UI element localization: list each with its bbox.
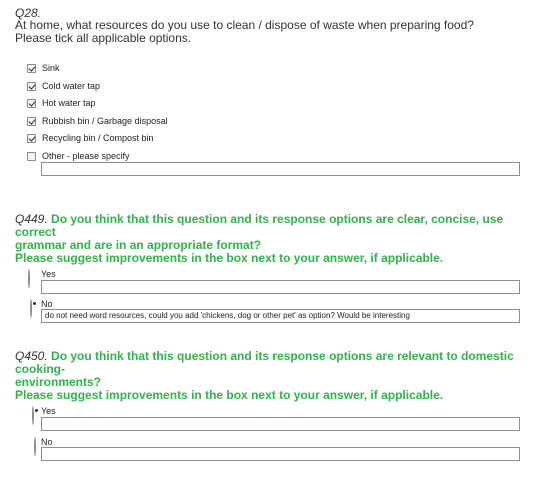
q449-number: Q449. (15, 212, 48, 226)
q450-yes-comment-input[interactable] (41, 417, 520, 431)
option-label: Other - please specify (42, 151, 130, 161)
q449-question (15, 213, 540, 265)
q450-number: Q450. (15, 349, 48, 363)
q449-text-line3: Please suggest improvements in the box next to your answer, if applicable. (15, 251, 444, 265)
q449-label-yes: Yes (41, 269, 56, 279)
checkbox-cold-water-tap[interactable] (27, 82, 36, 91)
q450-text-line1: Do you think that this question and its response options are relevant to domestic cooking- (15, 349, 514, 376)
q28-option-rubbish-bin[interactable] (27, 116, 168, 126)
q450-question (15, 350, 545, 402)
q450-label-no: No (41, 437, 53, 447)
q449-label-no: No (41, 299, 53, 309)
q28-text-line2: Please tick all applicable options. (15, 31, 192, 45)
option-label: Cold water tap (42, 81, 101, 91)
q450-label-yes: Yes (41, 406, 56, 416)
checkbox-recycling-bin[interactable] (27, 134, 36, 143)
q449-text-line1: Do you think that this question and its response options are clear, concise, use correct (15, 212, 504, 239)
option-label: Sink (42, 63, 60, 73)
q449-text-line2: grammar and are in an appropriate format? (15, 238, 262, 252)
q28-number: Q28. (15, 6, 42, 20)
q28-option-hot-water-tap[interactable] (27, 98, 96, 108)
q450-text-line3: Please suggest improvements in the box next to your answer, if applicable. (15, 388, 444, 402)
q449-radio-no[interactable] (30, 299, 32, 318)
checkbox-hot-water-tap[interactable] (27, 99, 36, 108)
q450-radio-no[interactable] (34, 437, 36, 456)
q449-radio-yes[interactable] (28, 269, 30, 288)
q449-yes-comment-input[interactable] (41, 280, 520, 294)
q450-no-comment-input[interactable] (41, 447, 520, 461)
checkbox-other[interactable] (27, 152, 36, 161)
q450-text-line2: environments? (15, 375, 102, 389)
q28-text-line1: At home, what resources do you use to clean / dispose of waste when preparing food? (15, 18, 474, 32)
option-label: Recycling bin / Compost bin (42, 133, 154, 143)
checkbox-sink[interactable] (27, 64, 36, 73)
q28-option-sink[interactable] (27, 63, 60, 73)
option-label: Hot water tap (42, 98, 96, 108)
q28-option-recycling-bin[interactable] (27, 133, 154, 143)
checkbox-rubbish-bin[interactable] (27, 117, 36, 126)
q28-other-specify-input[interactable] (41, 162, 520, 176)
q28-question-text (15, 19, 474, 45)
q450-radio-yes[interactable] (32, 406, 34, 425)
q449-no-comment-input[interactable]: do not need word resources, could you add 'chickens, dog or other pet' as option? Would be interesting (41, 309, 520, 323)
q28-option-cold-water-tap[interactable] (27, 81, 100, 91)
q28-option-other[interactable] (27, 151, 130, 161)
option-label: Rubbish bin / Garbage disposal (42, 116, 168, 126)
